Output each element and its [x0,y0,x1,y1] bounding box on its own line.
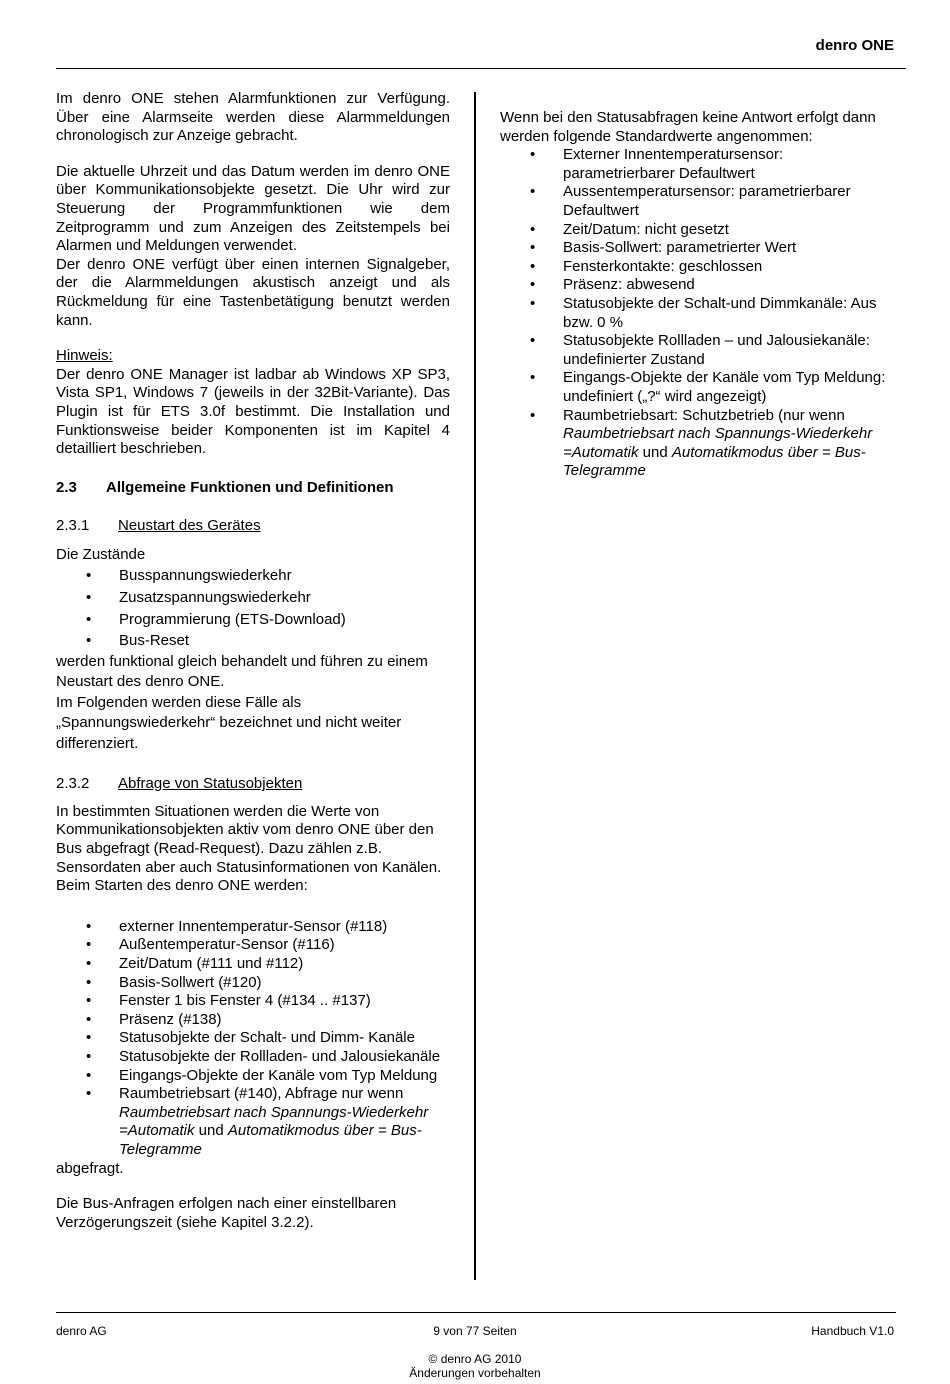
clock-paragraph: Die aktuelle Uhrzeit und das Datum werden im denro ONE über Kommunikationsobjekte gesetzt. Die Uhr wird zur Steuerung der Programmfunktionen wie dem Zeitprogramm und zum Anzeigen des Zeitstempels bei Alarmen und Meldungen verwendet. [56,162,450,255]
signal-paragraph: Der denro ONE verfügt über einen internen Signalgeber, der die Alarmmeldungen akustisch anzeigt und als Rückmeldung für eine Tastenbetätigung benutzt werden kann. [56,255,450,329]
states-after-2: Im Folgenden werden diese Fälle als „Spannungswiederkehr“ bezeichnet und nicht weiter differenziert. [56,693,402,752]
list-item: • Statusobjekte der Schalt-und Dimmkanäle: Aus bzw. 0 % [530,294,877,331]
bullet-icon: • [86,917,92,935]
bullet-icon: • [530,276,536,294]
states-intro: Die Zustände [56,545,146,563]
column-divider [474,92,476,1280]
list-item: • Busspannungswiederkehr [56,565,450,587]
states-after-1: werden funktional gleich behandelt und führen zu einem Neustart des denro ONE. [56,652,428,691]
footer-copyright-block [0,1352,950,1380]
footer-rule [56,1312,896,1313]
list-item: • Präsenz (#138) [86,1010,222,1028]
bullet-icon: • [86,1010,92,1028]
list-item: • Eingangs-Objekte der Kanäle vom Typ Meldung [86,1066,438,1084]
note-label: Hinweis: [56,347,113,365]
list-item: • Präsenz: abwesend [530,276,695,294]
page-number: 9 von 77 Seiten [433,1324,517,1338]
bullet-icon: • [530,183,536,201]
bullet-icon: • [530,332,536,350]
list-item: • Raumbetriebsart (#140), Abfrage nur wenn Raumbetriebsart nach Spannungs-Wiederkehr =Automatik und Automatikmodus über = Bus-Telegramme [86,1085,429,1158]
bullet-icon: • [86,567,92,585]
list-item: • Basis-Sollwert (#120) [86,973,262,991]
bullet-icon: • [86,955,92,972]
subsection-title: Neustart des Gerätes [118,517,261,535]
list-item: • Bus-Reset [56,630,450,652]
list-item: • Zusatzspannungswiederkehr [56,587,450,609]
section-number: 2.3 [56,478,77,496]
intro-paragraph: Im denro ONE stehen Alarmfunktionen zur Verfügung. Über eine Alarmseite werden diese Alarmmeldungen chronologisch zur Anzeige gebracht. [56,90,450,145]
query-list [56,918,450,1160]
bullet-icon: • [86,610,92,628]
list-item: • Programmierung (ETS-Download) [56,609,450,631]
bullet-icon: • [86,1066,92,1084]
section-title: Allgemeine Funktionen und Definitionen [106,478,394,496]
list-item: • Statusobjekte Rollladen – und Jalousiekanäle: undefinierter Zustand [530,332,870,368]
header-title: denro ONE [815,37,894,54]
list-item: • Außentemperatur-Sensor (#116) [86,936,335,954]
list-item: • Zeit/Datum (#111 und #112) [86,955,304,972]
list-item: • Fensterkontakte: geschlossen [530,257,763,275]
subsection-heading-restart [56,517,450,536]
footer-version: Handbuch V1.0 [811,1324,894,1338]
list-item: • Zeit/Datum: nicht gesetzt [530,220,729,238]
left-column [56,90,450,1232]
list-item: • Raumbetriebsart: Schutzbetrieb (nur wenn Raumbetriebsart nach Spannungs-Wiederkehr =Automatik und Automatikmodus über = Bus-Telegramme [530,406,873,480]
list-item: • Fenster 1 bis Fenster 4 (#134 .. #137) [86,992,371,1010]
bullet-icon: • [86,1047,92,1065]
list-item: • Basis-Sollwert: parametrierter Wert [530,239,797,257]
note-text: Der denro ONE Manager ist ladbar ab Windows XP SP3, Vista SP1, Windows 7 (jeweils in der 32Bit-Variante). Das Plugin ist für ETS 3.0f bestimmt. Die Installation und Funktionsweise beider Komponenten ist im Kapitel 4 detailliert beschrieben. [56,365,450,458]
bullet-icon: • [530,369,536,387]
list-item: • externer Innentemperatur-Sensor (#118) [86,917,388,935]
defaults-list [500,146,894,481]
bullet-icon: • [86,992,92,1010]
header-rule [56,68,906,69]
subsection-title: Abfrage von Statusobjekten [118,775,303,793]
list-item: • Eingangs-Objekte der Kanäle vom Typ Meldung: undefiniert („?“ wird angezeigt) [530,369,886,405]
query-start: Beim Starten des denro ONE werden: [56,877,308,895]
bullet-icon: • [530,406,536,424]
subsection-heading-status [56,775,450,794]
list-item: • Aussentemperatursensor: parametrierbarer Defaultwert [530,183,851,219]
subsection-number: 2.3.1 [56,517,90,535]
bullet-icon: • [86,973,92,991]
bullet-icon: • [530,257,536,275]
notice-text: Änderungen vorbehalten [409,1366,541,1380]
states-list [56,565,450,651]
list-item: • Statusobjekte der Schalt- und Dimm- Kanäle [86,1029,415,1047]
bullet-icon: • [86,632,92,650]
query-intro: In bestimmten Situationen werden die Werte von Kommunikationsobjekten aktiv vom denro ONE über den Bus abgefragt (Read-Request). Dazu zählen z.B. Sensordaten aber auch Statusinformationen von Kanälen. [56,802,442,876]
bullet-icon: • [86,936,92,954]
section-heading [56,479,450,498]
bullet-icon: • [86,1029,92,1047]
bullet-icon: • [530,239,536,257]
copyright-text: © denro AG 2010 [428,1352,522,1366]
bullet-icon: • [86,588,92,606]
bullet-icon: • [86,1085,92,1103]
query-after: abgefragt. [56,1159,124,1177]
footer-company: denro AG [56,1324,107,1338]
list-item: • Statusobjekte der Rollladen- und Jalousiekanäle [86,1047,441,1065]
bullet-icon: • [530,220,536,238]
right-column [500,109,894,481]
defaults-intro: Wenn bei den Statusabfragen keine Antwort erfolgt dann werden folgende Standardwerte angenommen: [500,109,876,145]
bullet-icon: • [530,294,536,312]
bullet-icon: • [530,146,536,164]
list-item: • Externer Innentemperatursensor: parametrierbarer Defaultwert [530,146,784,182]
delay-paragraph: Die Bus-Anfragen erfolgen nach einer einstellbaren Verzögerungszeit (siehe Kapitel 3.2.2). [56,1195,397,1231]
subsection-number: 2.3.2 [56,775,90,793]
